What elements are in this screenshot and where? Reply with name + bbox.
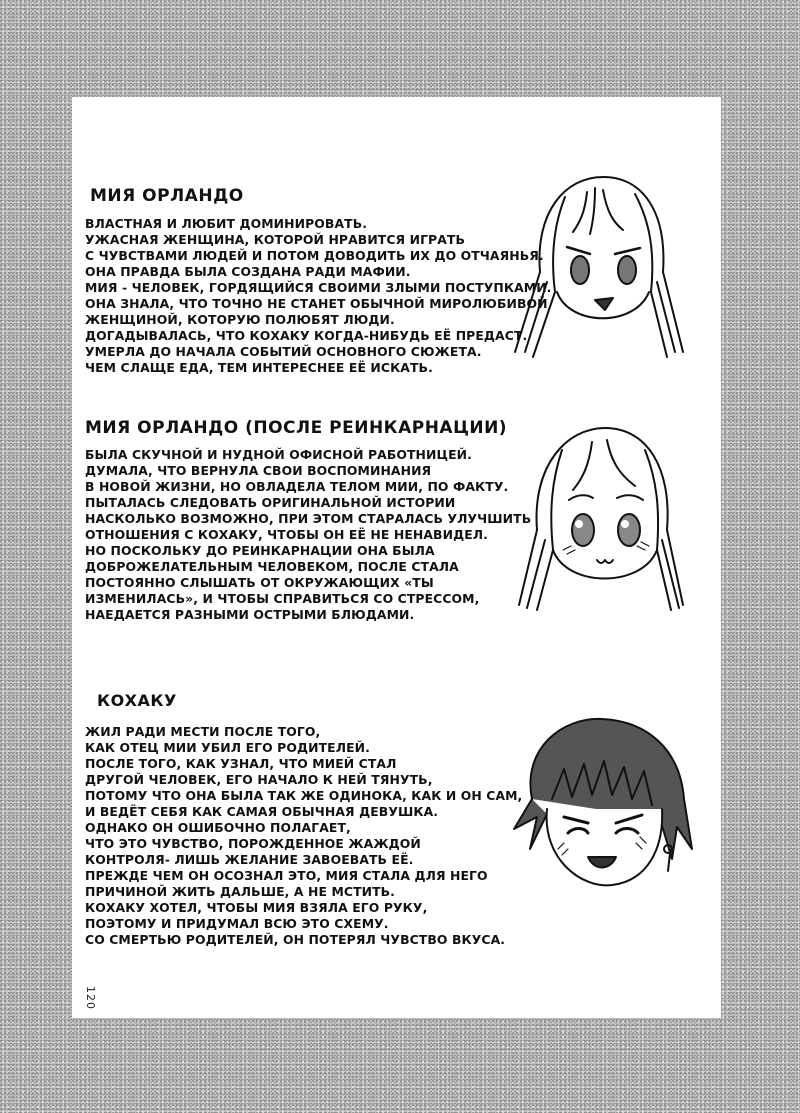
- description-line: ПОСТОЯННО СЛЫШАТЬ ОТ ОКРУЖАЮЩИХ «ТЫ: [85, 575, 434, 590]
- description-line: ПРИЧИНОЙ ЖИТЬ ДАЛЬШЕ, А НЕ МСТИТЬ.: [85, 884, 395, 899]
- description-line: ДОГАДЫВАЛАСЬ, ЧТО КОХАКУ КОГДА-НИБУДЬ ЕЁ ПРЕДАСТ.: [85, 328, 528, 343]
- description-line: В НОВОЙ ЖИЗНИ, НО ОВЛАДЕЛА ТЕЛОМ МИИ, ПО ФАКТУ.: [85, 479, 509, 494]
- character-section-mia: [85, 186, 551, 376]
- character-name: КОХАКУ: [97, 691, 177, 710]
- description-line: БЫЛА СКУЧНОЙ И НУДНОЙ ОФИСНОЙ РАБОТНИЦЕЙ.: [85, 447, 472, 462]
- description-line: ВЛАСТНАЯ И ЛЮБИТ ДОМИНИРОВАТЬ.: [85, 216, 368, 231]
- description-line: И ВЕДЁТ СЕБЯ КАК САМАЯ ОБЫЧНАЯ ДЕВУШКА.: [85, 804, 439, 819]
- description-line: ДУМАЛА, ЧТО ВЕРНУЛА СВОИ ВОСПОМИНАНИЯ: [85, 463, 432, 478]
- description-line: УЖАСНАЯ ЖЕНЩИНА, КОТОРОЙ НРАВИТСЯ ИГРАТЬ: [85, 232, 466, 247]
- description-line: КОНТРОЛЯ- ЛИШЬ ЖЕЛАНИЕ ЗАВОЕВАТЬ ЕЁ.: [85, 852, 414, 867]
- description-line: ОНА ЗНАЛА, ЧТО ТОЧНО НЕ СТАНЕТ ОБЫЧНОЙ МИРОЛЮБИВОЙ: [85, 296, 548, 311]
- document-page: [72, 97, 721, 1018]
- kohaku-portrait-illustration: [492, 709, 707, 899]
- character-description: [85, 216, 551, 376]
- description-line: ПОСЛЕ ТОГО, КАК УЗНАЛ, ЧТО МИЕЙ СТАЛ: [85, 756, 397, 771]
- page-number: 120: [84, 986, 97, 1010]
- character-description: [85, 724, 522, 948]
- mia-portrait-illustration: [495, 152, 695, 362]
- description-line: ЖЕНЩИНОЙ, КОТОРУЮ ПОЛЮБЯТ ЛЮДИ.: [85, 312, 395, 327]
- description-line: НО ПОСКОЛЬКУ ДО РЕИНКАРНАЦИИ ОНА БЫЛА: [85, 543, 435, 558]
- description-line: ИЗМЕНИЛАСЬ», И ЧТОБЫ СПРАВИТЬСЯ СО СТРЕССОМ,: [85, 591, 480, 606]
- description-line: ОДНАКО ОН ОШИБОЧНО ПОЛАГАЕТ,: [85, 820, 351, 835]
- character-name: МИЯ ОРЛАНДО: [90, 186, 244, 206]
- description-line: ПОТОМУ ЧТО ОНА БЫЛА ТАК ЖЕ ОДИНОКА, КАК И ОН САМ,: [85, 788, 523, 803]
- description-line: ОНА ПРАВДА БЫЛА СОЗДАНА РАДИ МАФИИ.: [85, 264, 411, 279]
- description-line: ЧТО ЭТО ЧУВСТВО, ПОРОЖДЕННОЕ ЖАЖДОЙ: [85, 836, 421, 851]
- character-name: МИЯ ОРЛАНДО (ПОСЛЕ РЕИНКАРНАЦИИ): [85, 418, 508, 438]
- description-line: КАК ОТЕЦ МИИ УБИЛ ЕГО РОДИТЕЛЕЙ.: [85, 740, 370, 755]
- description-line: ПОЭТОМУ И ПРИДУМАЛ ВСЮ ЭТО СХЕМУ.: [85, 916, 389, 931]
- description-line: УМЕРЛА ДО НАЧАЛА СОБЫТИЙ ОСНОВНОГО СЮЖЕТА.: [85, 344, 482, 359]
- character-section-kohaku: [85, 691, 522, 948]
- description-line: КОХАКУ ХОТЕЛ, ЧТОБЫ МИЯ ВЗЯЛА ЕГО РУКУ,: [85, 900, 428, 915]
- description-line: НАСКОЛЬКО ВОЗМОЖНО, ПРИ ЭТОМ СТАРАЛАСЬ УЛУЧШИТЬ: [85, 511, 532, 526]
- description-line: ЧЕМ СЛАЩЕ ЕДА, ТЕМ ИНТЕРЕСНЕЕ ЕЁ ИСКАТЬ.: [85, 360, 433, 375]
- description-line: МИЯ - ЧЕЛОВЕК, ГОРДЯЩИЙСЯ СВОИМИ ЗЛЫМИ ПОСТУПКАМИ.: [85, 280, 552, 295]
- description-line: ДОБРОЖЕЛАТЕЛЬНЫМ ЧЕЛОВЕКОМ, ПОСЛЕ СТАЛА: [85, 559, 459, 574]
- character-description: [85, 447, 531, 623]
- description-line: ДРУГОЙ ЧЕЛОВЕК, ЕГО НАЧАЛО К НЕЙ ТЯНУТЬ,: [85, 772, 433, 787]
- description-line: НАЕДАЕТСЯ РАЗНЫМИ ОСТРЫМИ БЛЮДАМИ.: [85, 607, 415, 622]
- description-line: С ЧУВСТВАМИ ЛЮДЕЙ И ПОТОМ ДОВОДИТЬ ИХ ДО ОТЧАЯНЬЯ.: [85, 248, 544, 263]
- description-line: ПРЕЖДЕ ЧЕМ ОН ОСОЗНАЛ ЭТО, МИЯ СТАЛА ДЛЯ НЕГО: [85, 868, 488, 883]
- description-line: ЖИЛ РАДИ МЕСТИ ПОСЛЕ ТОГО,: [85, 724, 321, 739]
- description-line: ПЫТАЛАСЬ СЛЕДОВАТЬ ОРИГИНАЛЬНОЙ ИСТОРИИ: [85, 495, 456, 510]
- description-line: ОТНОШЕНИЯ С КОХАКУ, ЧТОБЫ ОН ЕЁ НЕ НЕНАВИДЕЛ.: [85, 527, 488, 542]
- character-section-mia-reincarnated: [85, 418, 531, 623]
- mia-reincarnated-portrait-illustration: [497, 410, 697, 620]
- description-line: СО СМЕРТЬЮ РОДИТЕЛЕЙ, ОН ПОТЕРЯЛ ЧУВСТВО ВКУСА.: [85, 932, 506, 947]
